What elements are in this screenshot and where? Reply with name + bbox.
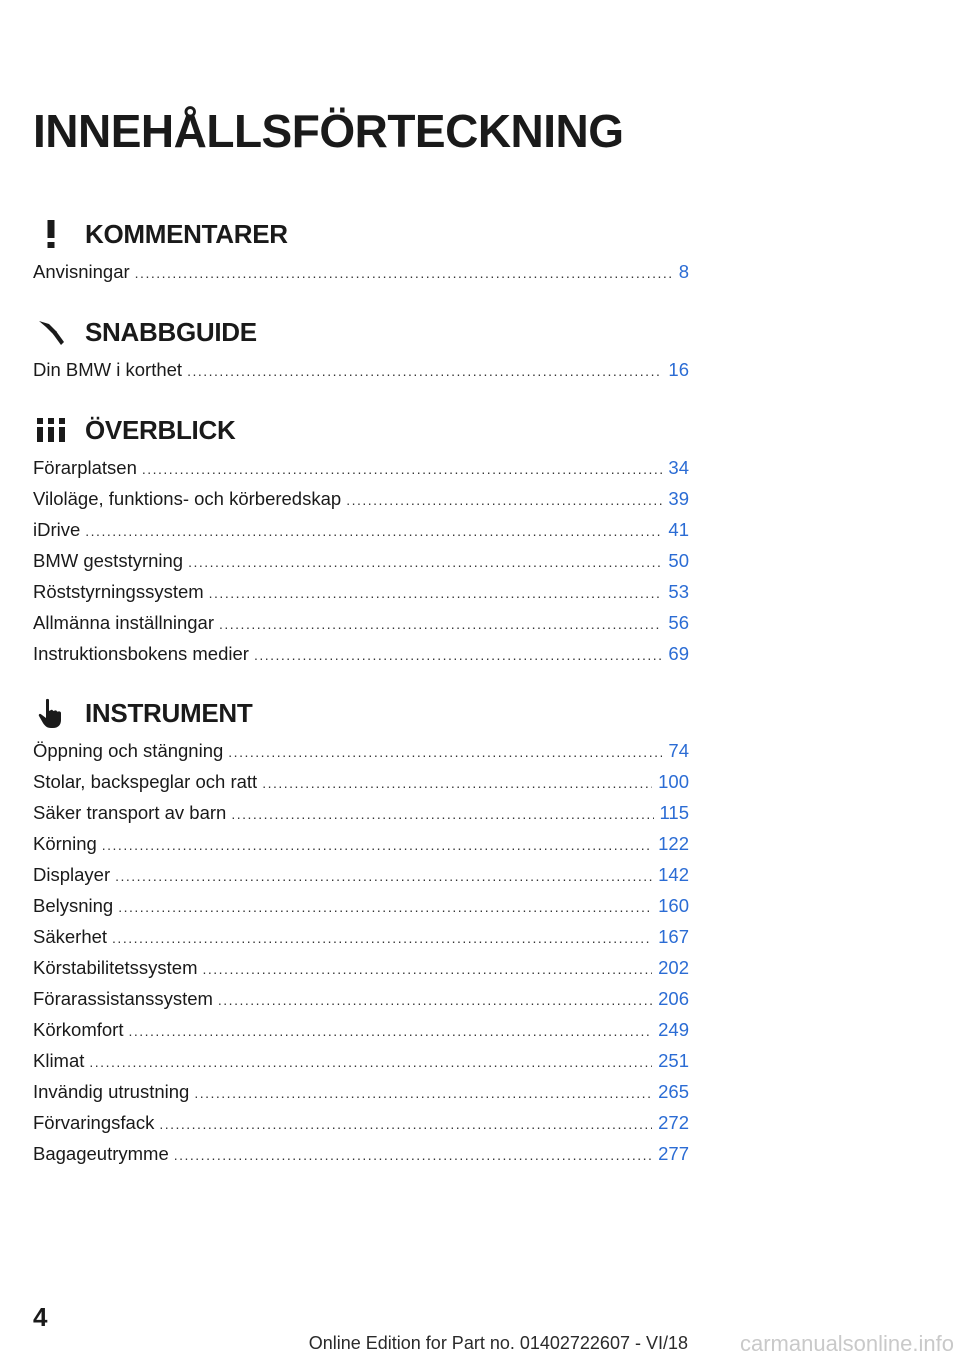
toc-entry-invandig-utrustning[interactable] — [33, 1081, 689, 1112]
toc-entry-vilolage[interactable] — [33, 488, 689, 519]
exclamation-icon — [33, 218, 69, 250]
section-header — [33, 312, 689, 352]
toc-entry-label: Förvaringsfack — [33, 1112, 155, 1133]
toc-entry-page-link[interactable]: 167 — [658, 926, 689, 947]
toc-entry-page-link[interactable]: 251 — [658, 1050, 689, 1071]
dot-leader — [112, 930, 652, 946]
toc-entry-page-link[interactable]: 202 — [658, 957, 689, 978]
toc-entry-allmanna-installningar[interactable] — [33, 612, 689, 643]
toc-entry-page-link[interactable]: 56 — [668, 612, 689, 633]
toc-entry-page-link[interactable]: 265 — [658, 1081, 689, 1102]
toc-entry-korstabilitetssystem[interactable] — [33, 957, 689, 988]
toc-entry-label: iDrive — [33, 519, 81, 540]
dot-leader — [85, 523, 662, 539]
toc-entry-bmw-geststyrning[interactable] — [33, 550, 689, 581]
toc-entry-label: Displayer — [33, 864, 111, 885]
dot-leader — [228, 744, 662, 760]
dot-leader — [254, 647, 662, 663]
dot-leader — [262, 775, 652, 791]
toc-entry-korning[interactable] — [33, 833, 689, 864]
toc-entry-displayer[interactable] — [33, 864, 689, 895]
toc-entry-page-link[interactable]: 277 — [658, 1143, 689, 1164]
toc-entry-page-link[interactable]: 115 — [659, 802, 689, 823]
section-header — [33, 214, 689, 254]
toc-entry-label: Stolar, backspeglar och ratt — [33, 771, 258, 792]
toc-entry-anvisningar[interactable] — [33, 261, 689, 292]
section-title: INSTRUMENT — [85, 697, 253, 728]
dot-leader — [159, 1116, 652, 1132]
toc-entry-page-link[interactable]: 142 — [658, 864, 689, 885]
toc-entry-label: Körning — [33, 833, 97, 854]
dot-leader — [142, 461, 663, 477]
toc-entry-label: Säker transport av barn — [33, 802, 227, 823]
toc-entry-page-link[interactable]: 16 — [668, 359, 689, 380]
toc-entry-klimat[interactable] — [33, 1050, 689, 1081]
toc-entry-bagageutrymme[interactable] — [33, 1143, 689, 1174]
toc-entry-page-link[interactable]: 69 — [668, 643, 689, 664]
dot-leader — [194, 1085, 652, 1101]
dot-leader — [188, 554, 662, 570]
section-title: KOMMENTARER — [85, 218, 288, 249]
toc-entry-label: Invändig utrustning — [33, 1081, 190, 1102]
toc-entry-list — [33, 740, 689, 1174]
dot-leader — [346, 492, 662, 508]
page-number: 4 — [33, 1302, 48, 1332]
toc-entry-page-link[interactable]: 74 — [668, 740, 689, 761]
toc-entry-page-link[interactable]: 41 — [668, 519, 689, 540]
dot-leader — [135, 265, 673, 281]
toc-entry-page-link[interactable]: 249 — [658, 1019, 689, 1040]
toc-entry-page-link[interactable]: 39 — [668, 488, 689, 509]
toc-entry-stolar-backspeglar-och-ratt[interactable] — [33, 771, 689, 802]
toc-entry-instruktionsbokens-medier[interactable] — [33, 643, 689, 674]
toc-entry-page-link[interactable]: 206 — [658, 988, 689, 1009]
dot-leader — [218, 992, 652, 1008]
toc-entry-label: Säkerhet — [33, 926, 108, 947]
dot-leader — [128, 1023, 652, 1039]
toc-entry-label: Körkomfort — [33, 1019, 124, 1040]
wrench-icon — [33, 316, 69, 348]
toc-entry-page-link[interactable]: 34 — [668, 457, 689, 478]
dot-leader — [89, 1054, 652, 1070]
toc-entry-page-link[interactable]: 8 — [678, 261, 689, 282]
dot-leader — [118, 899, 652, 915]
dot-leader — [209, 585, 663, 601]
toc-entry-roststyrningssystem[interactable] — [33, 581, 689, 612]
toc-entry-label: Allmänna inställningar — [33, 612, 214, 633]
toc-entry-label: Förarplatsen — [33, 457, 137, 478]
section-header — [33, 410, 689, 450]
toc-entry-label: Bagageutrymme — [33, 1143, 169, 1164]
page-title: INNEHÅLLSFÖRTECKNING — [33, 105, 624, 157]
toc-entry-label: Din BMW i korthet — [33, 359, 183, 380]
section-kommentarer — [33, 214, 689, 292]
toc-entry-label: Klimat — [33, 1050, 85, 1071]
toc-entry-idrive[interactable] — [33, 519, 689, 550]
section-title: ÖVERBLICK — [85, 414, 236, 445]
toc-entry-list — [33, 359, 689, 390]
toc-entry-forarassistanssystem[interactable] — [33, 988, 689, 1019]
toc-entry-forvaringsfack[interactable] — [33, 1112, 689, 1143]
section-title: SNABBGUIDE — [85, 316, 257, 347]
toc-entry-page-link[interactable]: 50 — [668, 550, 689, 571]
toc-entry-page-link[interactable]: 160 — [658, 895, 689, 916]
hand-pointer-icon — [33, 697, 69, 729]
section-overblick — [33, 410, 689, 674]
dot-leader — [102, 837, 652, 853]
section-instrument — [33, 693, 689, 1174]
toc-entry-saker-transport-av-barn[interactable] — [33, 802, 689, 833]
toc-entry-label: Förarassistanssystem — [33, 988, 213, 1009]
toc-entry-korkomfort[interactable] — [33, 1019, 689, 1050]
toc-entry-page-link[interactable]: 100 — [658, 771, 689, 792]
toc-entry-page-link[interactable]: 272 — [658, 1112, 689, 1133]
dot-leader — [219, 616, 662, 632]
toc-entry-belysning[interactable] — [33, 895, 689, 926]
toc-entry-label: Belysning — [33, 895, 114, 916]
toc-entry-sakerhet[interactable] — [33, 926, 689, 957]
watermark: carmanualsonline.info — [739, 1331, 954, 1356]
toc-entry-page-link[interactable]: 53 — [668, 581, 689, 602]
footer-edition-note: Online Edition for Part no. 01402722607 - VI/18 — [308, 1333, 688, 1353]
toc-entry-forarplatsen[interactable] — [33, 457, 689, 488]
toc-entry-label: BMW geststyrning — [33, 550, 184, 571]
toc-entry-list — [33, 457, 689, 674]
section-snabbguide — [33, 312, 689, 390]
toc-entry-list — [33, 261, 689, 292]
toc-entry-label: Anvisningar — [33, 261, 130, 282]
dot-leader — [203, 961, 653, 977]
toc-entry-oppning-och-stangning[interactable] — [33, 740, 689, 771]
dot-leader — [115, 868, 652, 884]
grid-icon — [33, 414, 69, 446]
dot-leader — [174, 1147, 652, 1163]
dot-leader — [231, 806, 653, 822]
toc-entry-label: Öppning och stängning — [33, 740, 224, 761]
toc-entry-label: Körstabilitetssystem — [33, 957, 198, 978]
toc-entry-page-link[interactable]: 122 — [658, 833, 689, 854]
dot-leader — [187, 363, 662, 379]
toc-entry-label: Instruktionsbokens medier — [33, 643, 249, 664]
toc-entry-din-bmw-i-korthet[interactable] — [33, 359, 689, 390]
section-header — [33, 693, 689, 733]
toc-entry-label: Röststyrningssystem — [33, 581, 204, 602]
toc-entry-label: Viloläge, funktions- och körberedskap — [33, 488, 342, 509]
